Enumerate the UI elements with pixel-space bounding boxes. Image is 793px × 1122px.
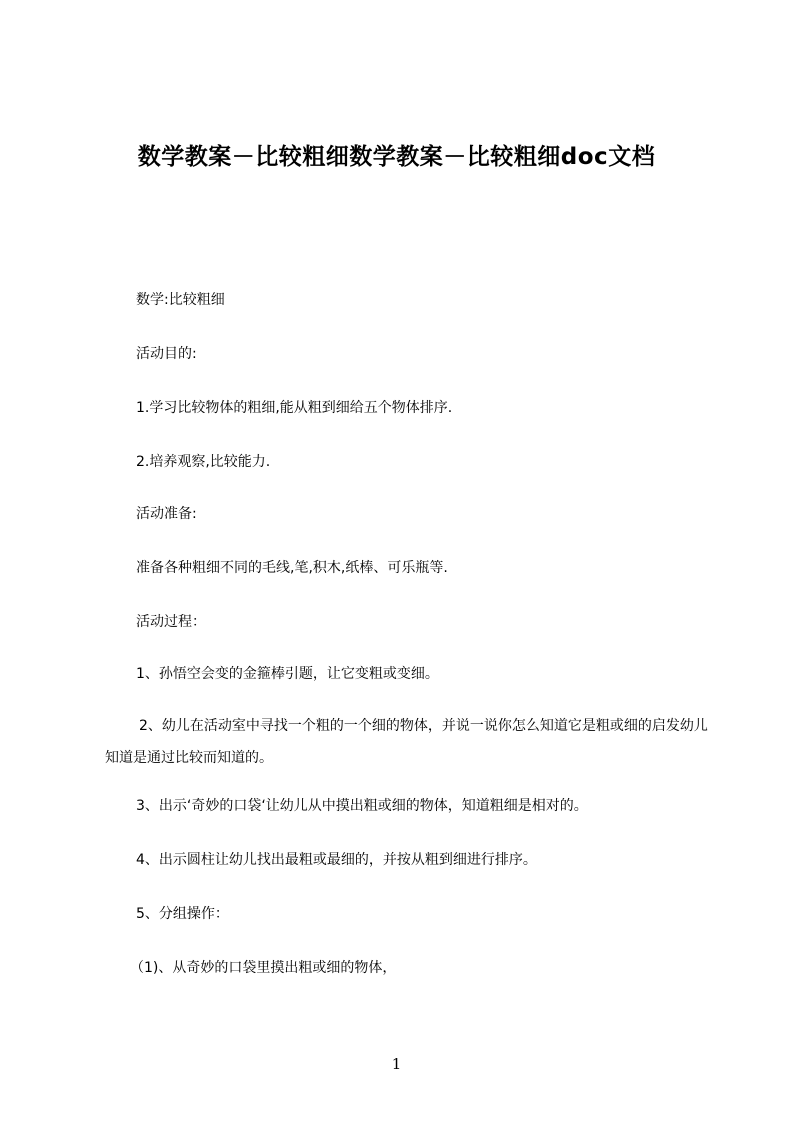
paragraph-step-3: 3、出示‘奇妙的口袋‘让幼儿从中摸出粗或细的物体，知道粗细是相对的。: [136, 798, 588, 814]
page-number: 1: [391, 1055, 402, 1073]
paragraph-prep-heading: 活动准备:: [136, 506, 197, 522]
paragraph-goal-2: 2.培养观察,比较能力.: [136, 454, 271, 470]
document-title: 数学教案－比较粗细数学教案－比较粗细doc文档: [137, 144, 656, 170]
paragraph-goal-1: 1.学习比较物体的粗细,能从粗到细给五个物体排序.: [136, 400, 453, 416]
paragraph-step-4: 4、出示圆柱让幼儿找出最粗或最细的，并按从粗到细进行排序。: [136, 852, 537, 868]
paragraph-prep-detail: 准备各种粗细不同的毛线,笔,积木,纸棒、可乐瓶等.: [136, 560, 448, 576]
paragraph-process-heading: 活动过程：: [136, 614, 206, 630]
paragraph-subject: 数学:比较粗细: [136, 292, 225, 308]
paragraph-step-2: 2、幼儿在活动室中寻找一个粗的一个细的物体，并说一说你怎么知道它是粗或细的启发幼儿知道是通过比较而知道的。: [105, 718, 708, 766]
paragraph-step-5: 5、分组操作：: [136, 906, 229, 922]
paragraph-step-1: 1、孙悟空会变的金箍棒引题，让它变粗或变细。: [136, 666, 439, 682]
paragraph-goal-heading: 活动目的:: [136, 346, 197, 362]
paragraph-step-5-1: （1)、从奇妙的口袋里摸出粗或细的物体，: [130, 960, 397, 976]
